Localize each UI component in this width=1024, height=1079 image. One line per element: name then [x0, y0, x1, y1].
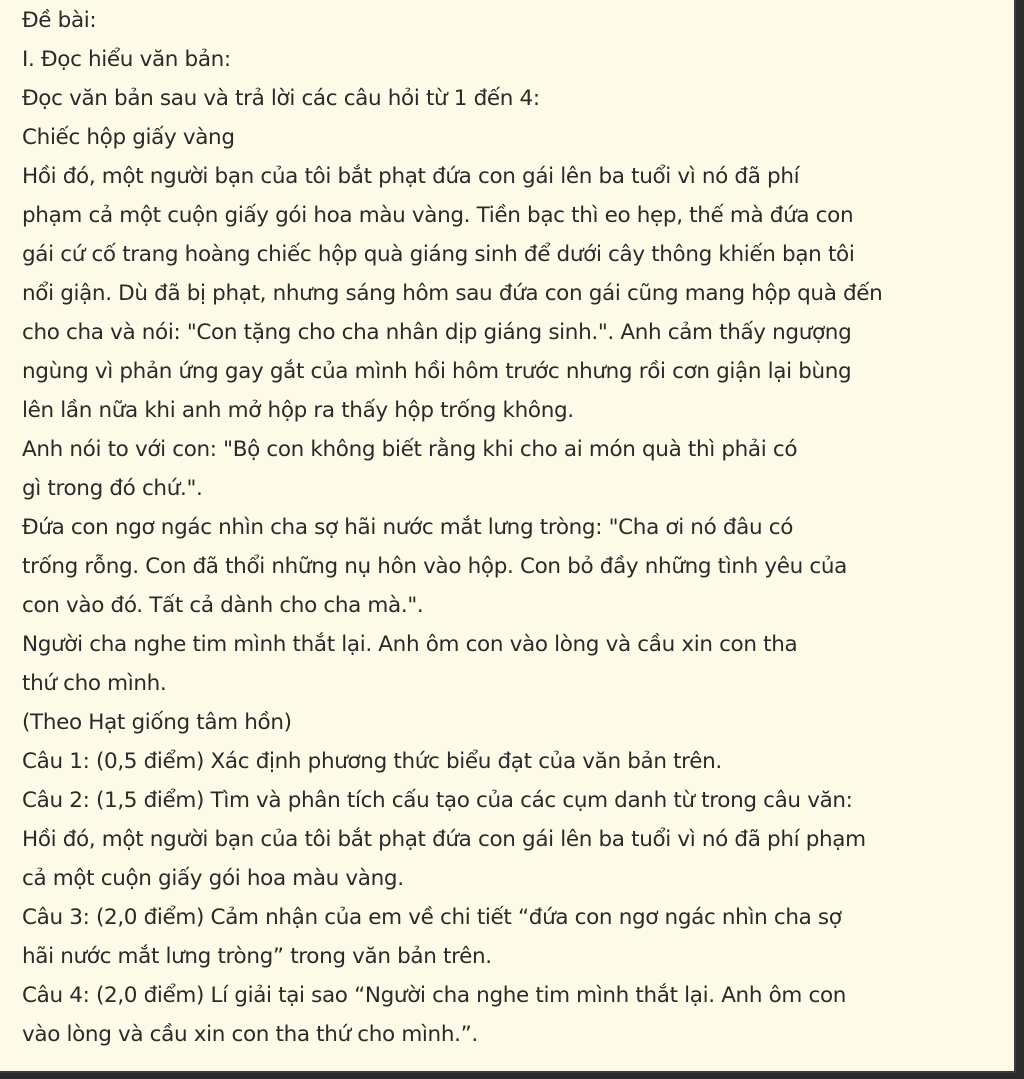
- section-title: I. Đọc hiểu văn bản:: [22, 47, 231, 72]
- question-1: Câu 1: (0,5 điểm) Xác định phương thức biểu đạt của văn bản trên.: [22, 749, 722, 774]
- document-content: [22, 0, 1014, 1054]
- story-line: phạm cả một cuộn giấy gói hoa màu vàng. Tiền bạc thì eo hẹp, thế mà đứa con: [22, 203, 854, 228]
- question-3-continued: hãi nước mắt lưng tròng” trong văn bản trên.: [22, 944, 492, 969]
- question-2-continued: Hồi đó, một người bạn của tôi bắt phạt đứa con gái lên ba tuổi vì nó đã phí phạm: [22, 827, 866, 852]
- exam-heading: Đề bài:: [22, 8, 97, 33]
- question-4-continued: vào lòng và cầu xin con tha thứ cho mình.”.: [22, 1022, 478, 1047]
- story-line: gì trong đó chứ.".: [22, 476, 203, 501]
- story-line: Anh nói to với con: "Bộ con không biết rằng khi cho ai món quà thì phải có: [22, 437, 798, 462]
- story-source: (Theo Hạt giống tâm hồn): [22, 710, 292, 735]
- question-2: Câu 2: (1,5 điểm) Tìm và phân tích cấu tạo của các cụm danh từ trong câu văn:: [22, 788, 853, 813]
- question-4: Câu 4: (2,0 điểm) Lí giải tại sao “Người cha nghe tim mình thắt lại. Anh ôm con: [22, 983, 847, 1008]
- story-line: ngùng vì phản ứng gay gắt của mình hồi hôm trước nhưng rồi cơn giận lại bùng: [22, 359, 852, 384]
- story-line: Hồi đó, một người bạn của tôi bắt phạt đứa con gái lên ba tuổi vì nó đã phí: [22, 164, 800, 189]
- story-line: thứ cho mình.: [22, 671, 167, 696]
- question-2-continued: cả một cuộn giấy gói hoa màu vàng.: [22, 866, 404, 891]
- story-line: lên lần nữa khi anh mở hộp ra thấy hộp trống không.: [22, 398, 574, 423]
- story-line: gái cứ cố trang hoàng chiếc hộp quà giáng sinh để dưới cây thông khiến bạn tôi: [22, 242, 855, 267]
- story-line: Đứa con ngơ ngác nhìn cha sợ hãi nước mắt lưng tròng: "Cha ơi nó đâu có: [22, 515, 794, 540]
- story-line: nổi giận. Dù đã bị phạt, nhưng sáng hôm sau đứa con gái cũng mang hộp quà đến: [22, 281, 883, 306]
- story-line: Người cha nghe tim mình thắt lại. Anh ôm con vào lòng và cầu xin con tha: [22, 632, 798, 657]
- question-3: Câu 3: (2,0 điểm) Cảm nhận của em về chi tiết “đứa con ngơ ngác nhìn cha sợ: [22, 905, 842, 930]
- story-title: Chiếc hộp giấy vàng: [22, 125, 235, 150]
- story-line: cho cha và nói: "Con tặng cho cha nhân dịp giáng sinh.". Anh cảm thấy ngượng: [22, 320, 852, 345]
- story-line: con vào đó. Tất cả dành cho cha mà.".: [22, 593, 424, 618]
- instruction-text: Đọc văn bản sau và trả lời các câu hỏi từ 1 đến 4:: [22, 86, 540, 111]
- story-line: trống rỗng. Con đã thổi những nụ hôn vào hộp. Con bỏ đầy những tình yêu của: [22, 554, 847, 579]
